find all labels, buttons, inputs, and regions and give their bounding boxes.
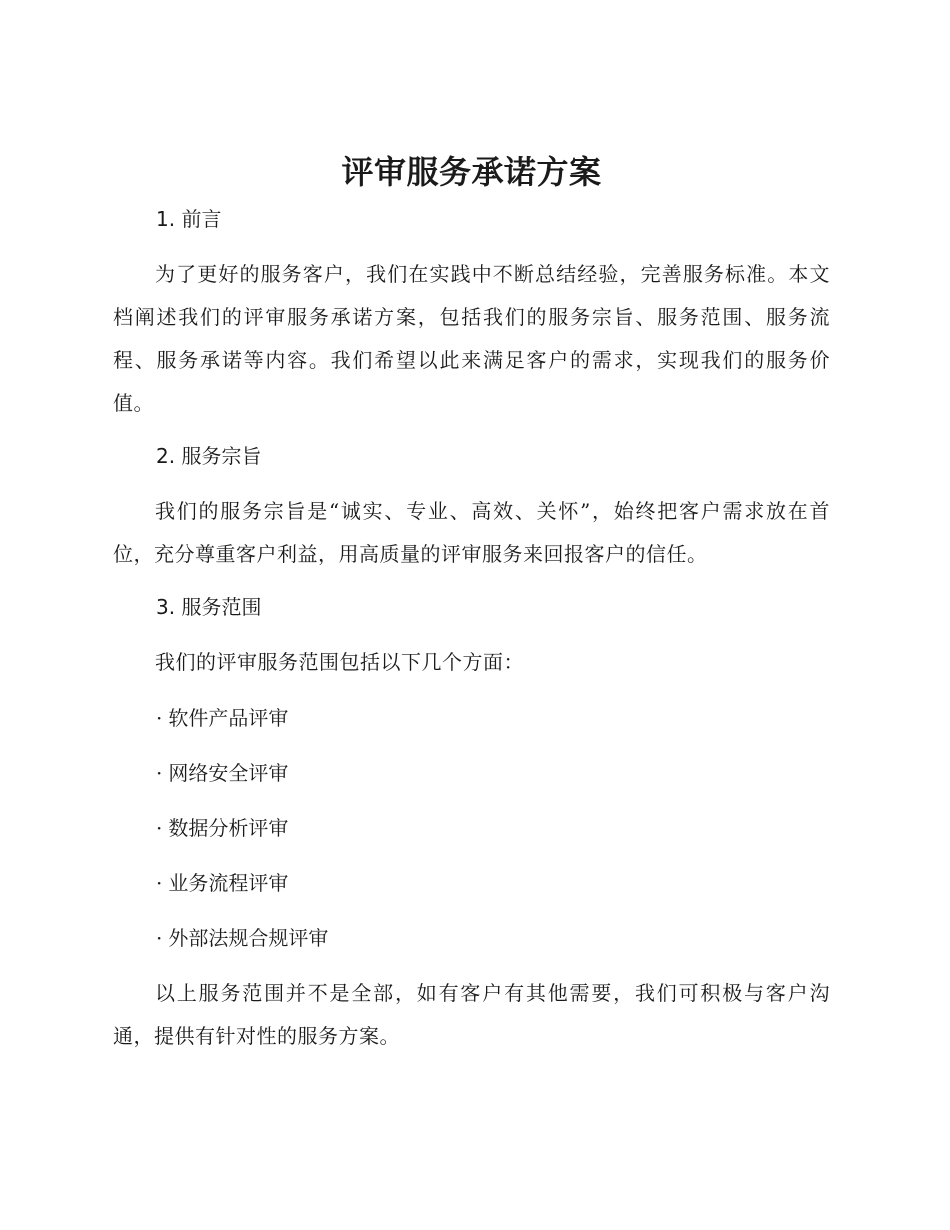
bullet-icon: · — [156, 706, 163, 730]
list-item-label: 软件产品评审 — [168, 706, 289, 730]
list-item — [156, 869, 288, 897]
section-heading-purpose: 2. 服务宗旨 — [156, 444, 262, 468]
list-item — [156, 814, 288, 842]
list-item-label: 业务流程评审 — [168, 871, 289, 895]
bullet-icon: · — [156, 926, 163, 950]
document-title: 评审服务承诺方案 — [341, 153, 602, 191]
section-paragraph-scope-closing: 以上服务范围并不是全部，如有客户有其他需要，我们可积极与客户沟通，提供有针对性的服务方案。 — [113, 981, 830, 1048]
list-item — [156, 704, 288, 732]
section-paragraph-preface: 为了更好的服务客户，我们在实践中不断总结经验，完善服务标准。本文档阐述我们的评审服务承诺方案，包括我们的服务宗旨、服务范围、服务流程、服务承诺等内容。我们希望以此来满足客户的需求，实现我们的服务价值。 — [113, 262, 830, 415]
list-item-label: 数据分析评审 — [168, 816, 289, 840]
section-paragraph-scope-intro: 我们的评审服务范围包括以下几个方面： — [155, 650, 524, 674]
list-item — [156, 924, 328, 952]
list-item — [156, 759, 288, 787]
bullet-icon: · — [156, 871, 163, 895]
bullet-icon: · — [156, 761, 163, 785]
section-heading-preface: 1. 前言 — [156, 207, 222, 231]
list-item-label: 外部法规合规评审 — [168, 926, 329, 950]
list-item-label: 网络安全评审 — [168, 761, 289, 785]
section-paragraph-purpose: 我们的服务宗旨是“诚实、专业、高效、关怀”，始终把客户需求放在首位，充分尊重客户利益，用高质量的评审服务来回报客户的信任。 — [113, 499, 830, 566]
section-heading-scope: 3. 服务范围 — [156, 595, 262, 619]
bullet-icon: · — [156, 816, 163, 840]
